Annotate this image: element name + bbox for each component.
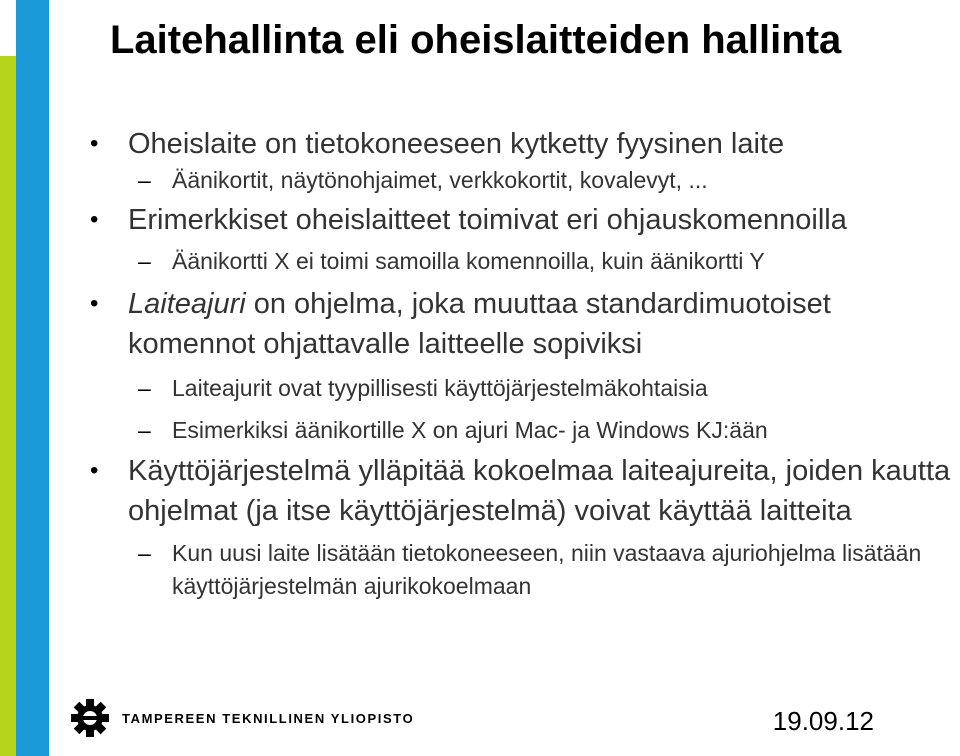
bullet-item: • Käyttöjärjestelmä ylläpitää kokoelmaa laiteajureita, joiden kautta ohjelmat (ja itse käyttöjärjestelmä) voivat käyttää laitteita [88, 451, 953, 531]
logo-text: TAMPEREEN TEKNILLINEN YLIOPISTO [122, 710, 415, 726]
slide-title: Laitehallinta eli oheislaitteiden hallinta [110, 18, 842, 62]
gear-icon [70, 698, 110, 738]
sub-bullet-item: – Äänikortti X ei toimi samoilla komennoilla, kuin äänikortti Y [88, 245, 953, 278]
university-logo [70, 698, 414, 738]
bullet-item: • Oheislaite on tietokoneeseen kytketty fyysinen laite [88, 124, 953, 164]
sub-bullet-item: – Äänikortit, näytönohjaimet, verkkokortit, kovalevyt, ... [88, 164, 953, 197]
side-stripe-blue [16, 0, 49, 756]
slide-content [88, 124, 953, 603]
bullet-item: • Erimerkkiset oheislaitteet toimivat eri ohjauskomennoilla [88, 200, 953, 240]
sub-bullet-item: – Laiteajurit ovat tyypillisesti käyttöjärjestelmäkohtaisia [88, 372, 953, 405]
bullet-text: on ohjelma, joka muuttaa standardimuotoiset komennot ohjattavalle laitteelle sopiviksi [128, 288, 831, 360]
sub-bullet-item: – Esimerkiksi äänikortille X on ajuri Mac- ja Windows KJ:ään [88, 414, 953, 447]
side-stripe-lime [0, 56, 16, 756]
slide-date: 19.09.12 [772, 706, 874, 736]
bullet-item [88, 284, 953, 364]
sub-bullet-item: – Kun uusi laite lisätään tietokoneeseen, niin vastaava ajuriohjelma lisätään käyttöjärjestelmän ajurikokoelmaan [88, 537, 932, 603]
term-laiteajuri: Laiteajuri [128, 288, 246, 320]
